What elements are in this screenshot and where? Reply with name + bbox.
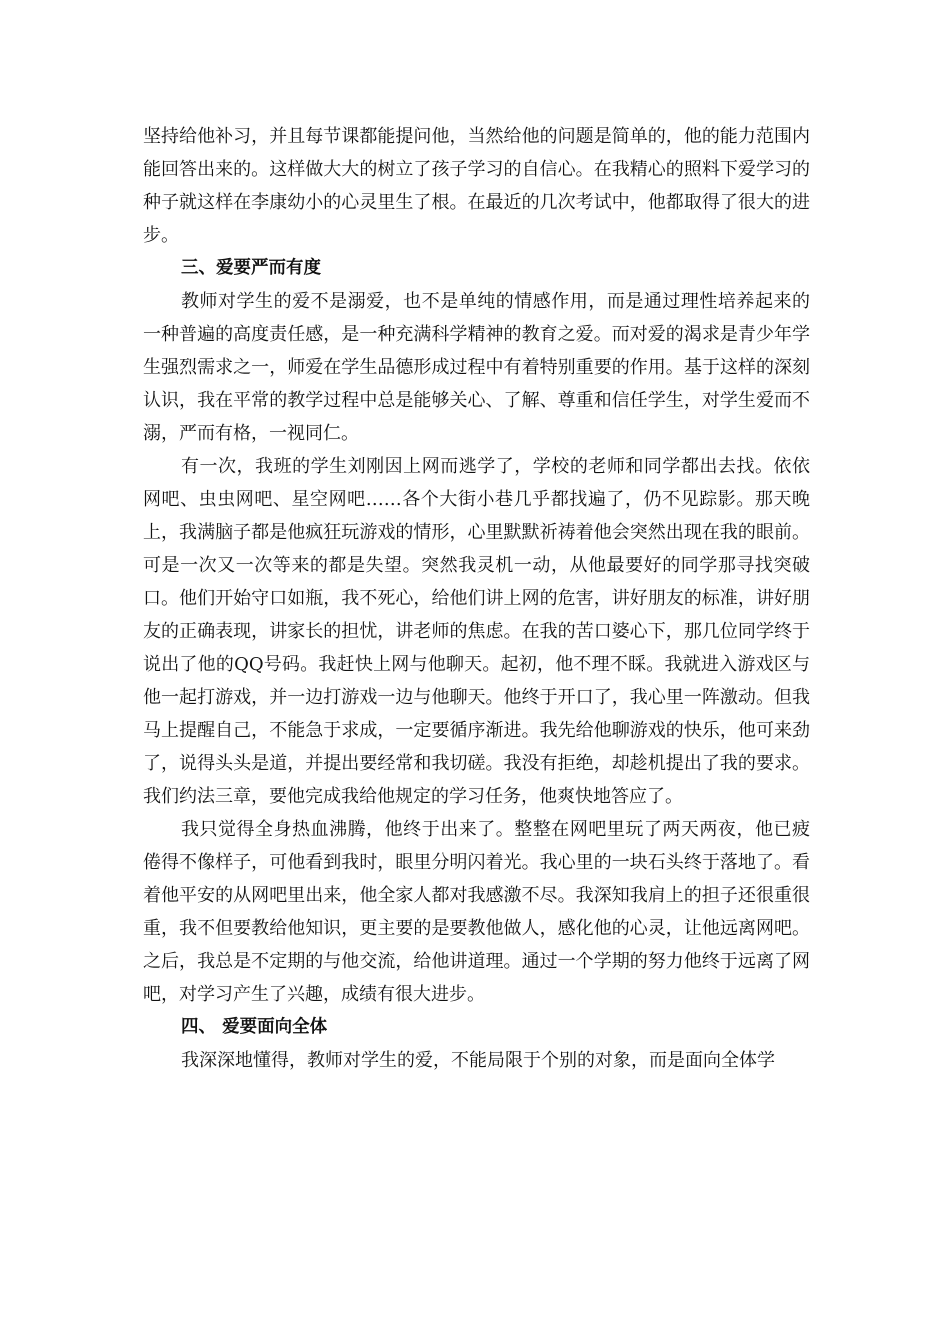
paragraph-continuation: 坚持给他补习，并且每节课都能提问他，当然给他的问题是简单的，他的能力范围内能回答出来的。这样做大大的树立了孩子学习的自信心。在我精心的照料下爱学习的种子就这样在李康幼小的心灵里生了根。在最近的几次考试中，他都取得了很大的进步。 <box>143 126 810 246</box>
document-body <box>143 120 810 1077</box>
paragraph-return-story: 我只觉得全身热血沸腾，他终于出来了。整整在网吧里玩了两天两夜，他已疲倦得不像样子，可他看到我时，眼里分明闪着光。我心里的一块石头终于落地了。看着他平安的从网吧里出来，他全家人都对我感激不尽。我深知我肩上的担子还很重很重，我不但要教给他知识，更主要的是要教他做人，感化他的心灵，让他远离网吧。之后，我总是不定期的与他交流，给他讲道理。通过一个学期的努力他终于远离了网吧，对学习产生了兴趣，成绩有很大进步。 <box>143 819 810 1005</box>
section-heading-3: 三、爱要严而有度 <box>181 258 321 278</box>
paragraph-truant-story: 有一次，我班的学生刘刚因上网而逃学了，学校的老师和同学都出去找。依依网吧、虫虫网吧、星空网吧……各个大街小巷几乎都找遍了，仍不见踪影。那天晚上，我满脑子都是他疯狂玩游戏的情形，心里默默祈祷着他会突然出现在我的眼前。可是一次又一次等来的都是失望。突然我灵机一动，从他最要好的同学那寻找突破口。他们开始守口如瓶，我不死心，给他们讲上网的危害，讲好朋友的标准，讲好朋友的正确表现，讲家长的担忧，讲老师的焦虑。在我的苦口婆心下，那几位同学终于说出了他的QQ号码。我赶快上网与他聊天。起初，他不理不睬。我就进入游戏区与他一起打游戏，并一边打游戏一边与他聊天。他终于开口了，我心里一阵激动。但我马上提醒自己，不能急于求成，一定要循序渐进。我先给他聊游戏的快乐，他可来劲了，说得头头是道，并提出要经常和我切磋。我没有拒绝，却趁机提出了我的要求。我们约法三章，要他完成我给他规定的学习任务，他爽快地答应了。 <box>143 456 810 807</box>
paragraph-love-strict: 教师对学生的爱不是溺爱，也不是单纯的情感作用，而是通过理性培养起来的一种普遍的高度责任感，是一种充满科学精神的教育之爱。而对爱的渴求是青少年学生强烈需求之一，师爱在学生品德形成过程中有着特别重要的作用。基于这样的深刻认识，我在平常的教学过程中总是能够关心、了解、尊重和信任学生，对学生爱而不溺，严而有格，一视同仁。 <box>143 291 810 444</box>
paragraph-love-all: 我深深地懂得，教师对学生的爱，不能局限于个别的对象，而是面向全体学 <box>181 1050 775 1071</box>
section-heading-4: 四、 爱要面向全体 <box>181 1017 328 1037</box>
